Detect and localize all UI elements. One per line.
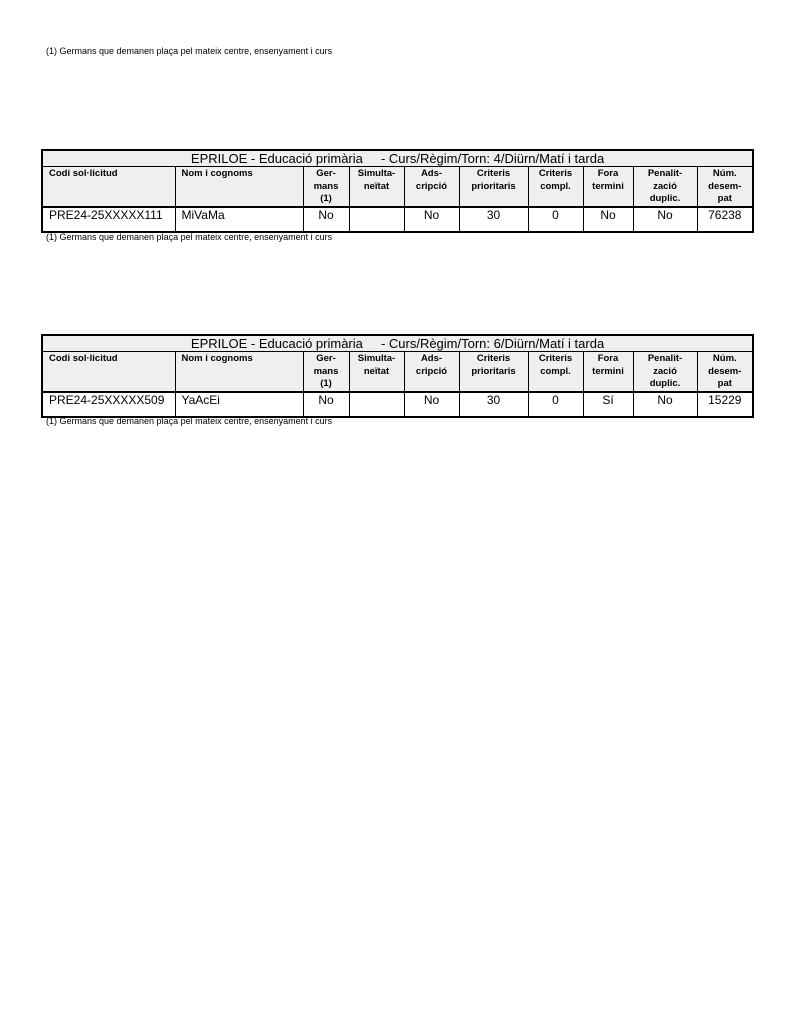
- col-header-num-desempat: Núm. desem- pat: [697, 352, 753, 392]
- cell-nom: MiVaMa: [175, 207, 303, 232]
- cell-germans: No: [303, 207, 349, 232]
- footnote-table-1: (1) Germans que demanen plaça pel mateix centre, ensenyament i curs: [46, 232, 333, 242]
- cell-codi: PRE24-25XXXXX509: [42, 392, 175, 417]
- footnote-table-2: (1) Germans que demanen plaça pel mateix centre, ensenyament i curs: [46, 416, 333, 426]
- cell-criteris-compl: 0: [528, 392, 583, 417]
- col-header-criteris-prioritaris: Criteris prioritaris: [459, 352, 528, 392]
- col-header-germans: Ger- mans (1): [303, 167, 349, 207]
- table-title-stage: EPRILOE - Educació primària: [190, 151, 363, 166]
- col-header-fora-termini: Fora termini: [583, 167, 633, 207]
- table-row: [42, 207, 753, 232]
- col-header-criteris-compl: Criteris compl.: [528, 167, 583, 207]
- admission-table-1: [41, 149, 752, 233]
- table-title-course: - Curs/Règim/Torn: 4/Diürn/Matí i tarda: [380, 151, 605, 166]
- cell-adscripcio: No: [404, 392, 459, 417]
- table-title: [42, 150, 753, 167]
- col-header-fora-termini: Fora termini: [583, 352, 633, 392]
- cell-fora-termini: No: [583, 207, 633, 232]
- table-row: [42, 392, 753, 417]
- footnote-top: (1) Germans que demanen plaça pel mateix centre, ensenyament i curs: [46, 46, 333, 56]
- col-header-penalitzacio: Penalit- zació duplic.: [633, 167, 697, 207]
- cell-penalitzacio: No: [633, 207, 697, 232]
- cell-simultaneitat: [349, 207, 404, 232]
- col-header-adscripcio: Ads- cripció: [404, 352, 459, 392]
- cell-nom: YaAcEi: [175, 392, 303, 417]
- col-header-simultaneitat: Simulta- neïtat: [349, 352, 404, 392]
- col-header-germans: Ger- mans (1): [303, 352, 349, 392]
- cell-num-desempat: 76238: [697, 207, 753, 232]
- col-header-adscripcio: Ads- cripció: [404, 167, 459, 207]
- col-header-num-desempat: Núm. desem- pat: [697, 167, 753, 207]
- col-header-codi: Codi sol·licitud: [42, 352, 175, 392]
- cell-fora-termini: Sí: [583, 392, 633, 417]
- cell-criteris-prioritaris: 30: [459, 207, 528, 232]
- table-title-stage: EPRILOE - Educació primària: [190, 336, 363, 351]
- cell-simultaneitat: [349, 392, 404, 417]
- col-header-codi: Codi sol·licitud: [42, 167, 175, 207]
- col-header-simultaneitat: Simulta- neïtat: [349, 167, 404, 207]
- col-header-criteris-compl: Criteris compl.: [528, 352, 583, 392]
- col-header-nom: Nom i cognoms: [175, 167, 303, 207]
- col-header-criteris-prioritaris: Criteris prioritaris: [459, 167, 528, 207]
- cell-num-desempat: 15229: [697, 392, 753, 417]
- admission-table-2: [41, 334, 752, 418]
- cell-germans: No: [303, 392, 349, 417]
- table-title-course: - Curs/Règim/Torn: 6/Diürn/Matí i tarda: [380, 336, 605, 351]
- cell-adscripcio: No: [404, 207, 459, 232]
- cell-codi: PRE24-25XXXXX111: [42, 207, 175, 232]
- cell-penalitzacio: No: [633, 392, 697, 417]
- cell-criteris-compl: 0: [528, 207, 583, 232]
- col-header-nom: Nom i cognoms: [175, 352, 303, 392]
- cell-criteris-prioritaris: 30: [459, 392, 528, 417]
- col-header-penalitzacio: Penalit- zació duplic.: [633, 352, 697, 392]
- table-title: [42, 335, 753, 352]
